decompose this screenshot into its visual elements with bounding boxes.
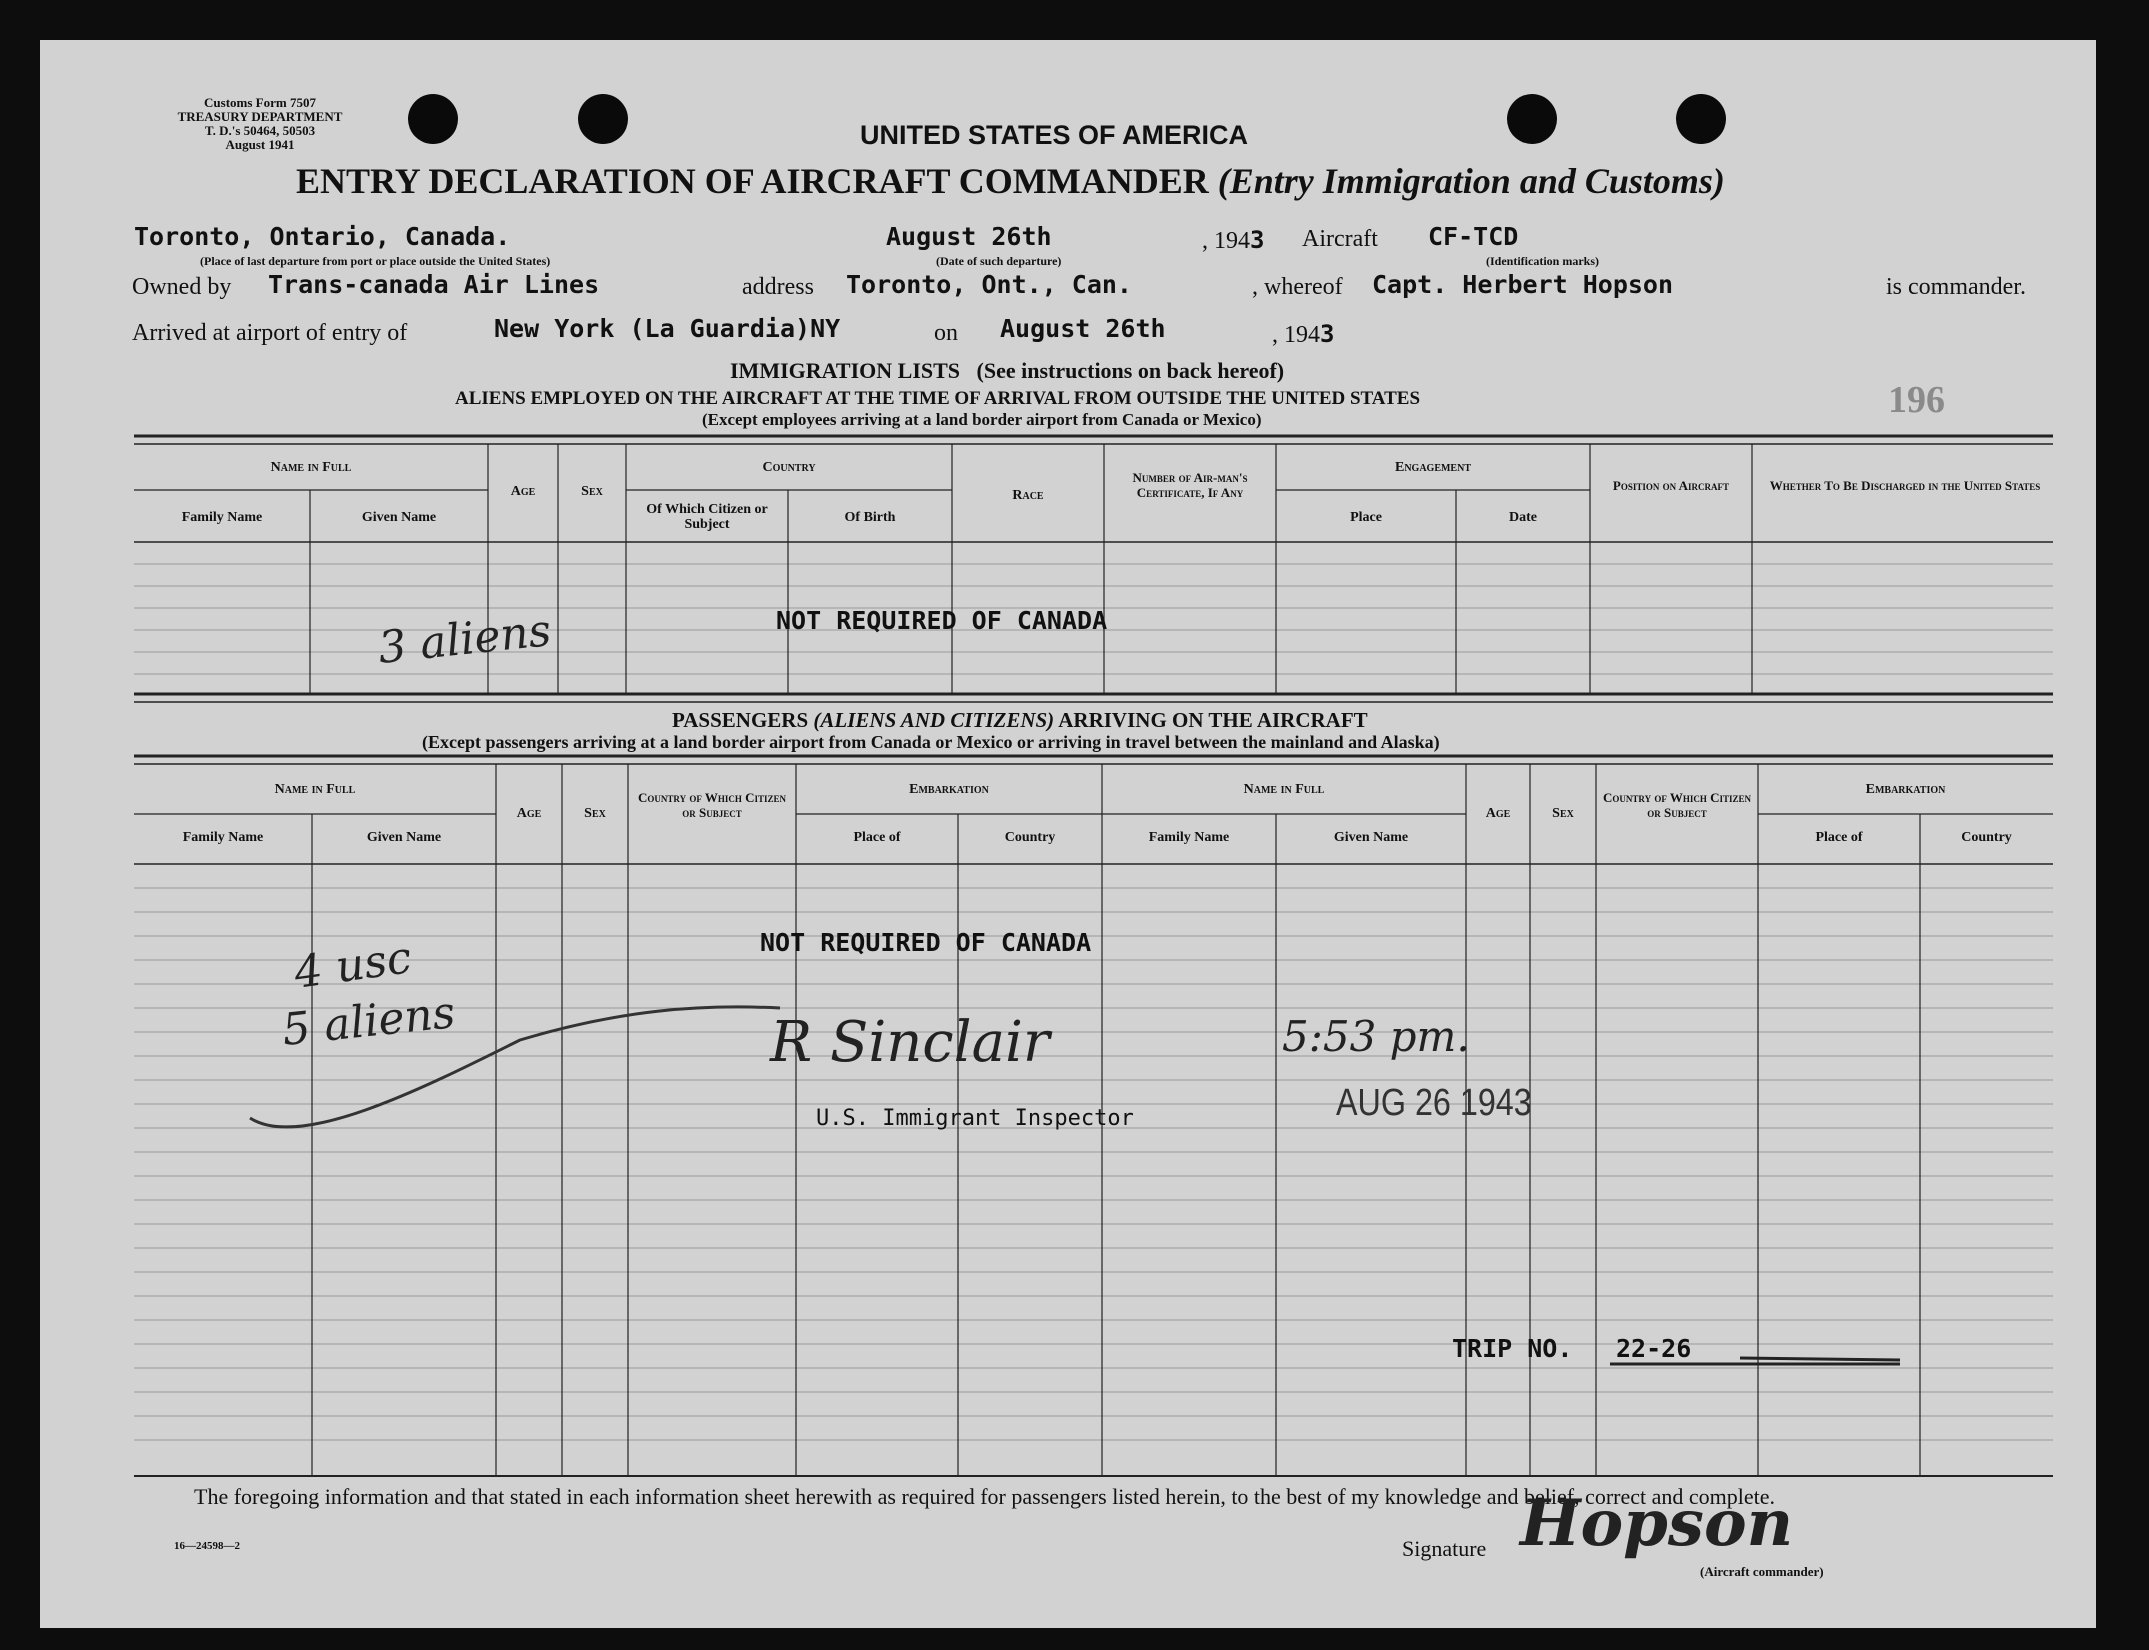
col-citizen-of: Of Which Citizen or Subject <box>646 502 768 532</box>
handwritten-aliens-count: 5 aliens <box>279 987 458 1056</box>
title-main: ENTRY DECLARATION OF AIRCRAFT COMMANDER <box>296 161 1209 201</box>
col-place-of: Place of <box>853 830 901 845</box>
year-prefix: , 194 <box>1202 228 1250 254</box>
not-required-stamp: NOT REQUIRED OF CANADA <box>760 928 1092 957</box>
owner-name: Trans-canada Air Lines <box>268 270 600 299</box>
arrival-label: Arrived at airport of entry of <box>132 320 408 346</box>
year-prefix: , 194 <box>1272 322 1320 348</box>
departure-place: Toronto, Ontario, Canada. <box>134 222 511 251</box>
col-family-name-2: Family Name <box>1148 830 1230 845</box>
aircraft-id-caption: (Identification marks) <box>1486 254 1599 268</box>
aircraft-id: CF-TCD <box>1428 222 1519 251</box>
arrival-airport: New York (La Guardia)NY <box>494 314 841 343</box>
col-place-of-2: Place of <box>1815 830 1863 845</box>
col-place: Place <box>1350 510 1382 525</box>
title-subtitle: (Entry Immigration and Customs) <box>1217 161 1725 201</box>
form-date: August 1941 <box>225 137 295 152</box>
commander-name: Capt. Herbert Hopson <box>1372 270 1674 299</box>
trip-number: 22-26 <box>1616 1334 1692 1363</box>
address-label: address <box>742 274 814 300</box>
col-position: Position on Aircraft <box>1612 478 1730 493</box>
arrival-date: August 26th <box>1000 314 1166 343</box>
col-country: Country <box>1004 830 1056 845</box>
inspector-time: 5:53 pm. <box>1282 1012 1470 1061</box>
immigration-subnote: (Except employees arriving at a land border airport from Canada or Mexico) <box>702 410 1262 429</box>
declaration-text: The foregoing information and that stated in each information sheet herewith as required for passengers listed herein, to the best of my knowledge and belief, correct and complete. <box>194 1484 1776 1509</box>
departure-date-caption: (Date of such departure) <box>936 254 1062 268</box>
handwritten-aliens-count: 3 aliens <box>375 605 554 674</box>
commander-suffix: is commander. <box>1886 274 2026 300</box>
immigration-subtitle: ALIENS EMPLOYED ON THE AIRCRAFT AT THE TIME OF ARRIVAL FROM OUTSIDE THE UNITED STATES <box>455 388 1421 409</box>
col-country-citizen: Country of Which Citizen or Subject <box>638 790 786 820</box>
col-date: Date <box>1509 510 1537 525</box>
inspector-title: U.S. Immigrant Inspector <box>816 1106 1134 1131</box>
year-digit: 3 <box>1320 320 1335 348</box>
td-numbers: T. D.'s 50464, 50503 <box>204 123 316 138</box>
print-code: 16—24598—2 <box>174 1540 240 1552</box>
col-birth: Of Birth <box>844 510 896 525</box>
col-embarkation: Embarkation <box>909 782 989 797</box>
handwritten-usc-count: 4 usc <box>291 932 415 999</box>
signature-caption: (Aircraft commander) <box>1700 1564 1824 1579</box>
col-sex: Sex <box>581 484 603 499</box>
col-given-name-2: Given Name <box>1333 830 1409 845</box>
departure-place-caption: (Place of last departure from port or place outside the United States) <box>200 254 551 268</box>
commander-signature: Hopson <box>1520 1486 1794 1561</box>
owner-address: Toronto, Ont., Can. <box>846 270 1132 299</box>
col-country-2: Country <box>1961 830 2012 845</box>
passengers-title-b: (ALIENS AND CITIZENS) <box>813 708 1055 732</box>
col-race: Race <box>1012 488 1044 503</box>
arrival-on-label: on <box>934 320 958 346</box>
passengers-title-c: ARRIVING ON THE AIRCRAFT <box>1058 708 1368 732</box>
year-digit: 3 <box>1250 226 1265 254</box>
col-given-name: Given Name <box>366 830 442 845</box>
col-airman-certificate: Number of Air-man's Certificate, If Any <box>1132 470 1248 500</box>
col-country: Country <box>762 460 816 475</box>
owner-label: Owned by <box>132 274 232 300</box>
col-engagement: Engagement <box>1394 460 1471 475</box>
signature-label: Signature <box>1402 1536 1487 1561</box>
col-family-name: Family Name <box>181 510 263 525</box>
departure-date: August 26th <box>886 222 1052 251</box>
col-discharged: Whether To Be Discharged in the United States <box>1769 478 2041 493</box>
immigration-title-note: (See instructions on back hereof) <box>976 358 1285 383</box>
col-embarkation-2: Embarkation <box>1865 782 1946 797</box>
country-title: UNITED STATES OF AMERICA <box>860 120 1248 150</box>
col-sex: Sex <box>584 806 606 821</box>
col-sex-2: Sex <box>1552 806 1574 821</box>
arrival-date-stamp: AUG 26 1943 <box>1336 1082 1532 1124</box>
passengers-subnote: (Except passengers arriving at a land border airport from Canada or Mexico or arriving in travel between the mainland and Alaska) <box>422 732 1440 752</box>
col-given-name: Given Name <box>361 510 437 525</box>
col-name-in-full: Name in Full <box>274 782 356 797</box>
col-family-name: Family Name <box>182 830 264 845</box>
page-number: 196 <box>1888 379 1945 421</box>
not-required-stamp: NOT REQUIRED OF CANADA <box>776 606 1108 635</box>
trip-label: TRIP NO. <box>1452 1334 1573 1363</box>
col-country-citizen-2: Country of Which Citizen or Subject <box>1603 790 1751 820</box>
department: TREASURY DEPARTMENT <box>177 109 343 124</box>
aircraft-label: Aircraft <box>1302 226 1378 252</box>
immigration-title-text: IMMIGRATION LISTS <box>730 358 961 383</box>
col-age: Age <box>516 806 542 821</box>
col-name-in-full: Name in Full <box>270 460 352 475</box>
inspector-signature: R Sinclair <box>770 1010 1050 1075</box>
col-age: Age <box>510 484 536 499</box>
form-number: Customs Form 7507 <box>204 95 316 110</box>
col-name-in-full-2: Name in Full <box>1243 782 1325 797</box>
col-age-2: Age <box>1485 806 1511 821</box>
whereof-label: , whereof <box>1252 274 1343 300</box>
passengers-title-a: PASSENGERS <box>672 708 809 732</box>
